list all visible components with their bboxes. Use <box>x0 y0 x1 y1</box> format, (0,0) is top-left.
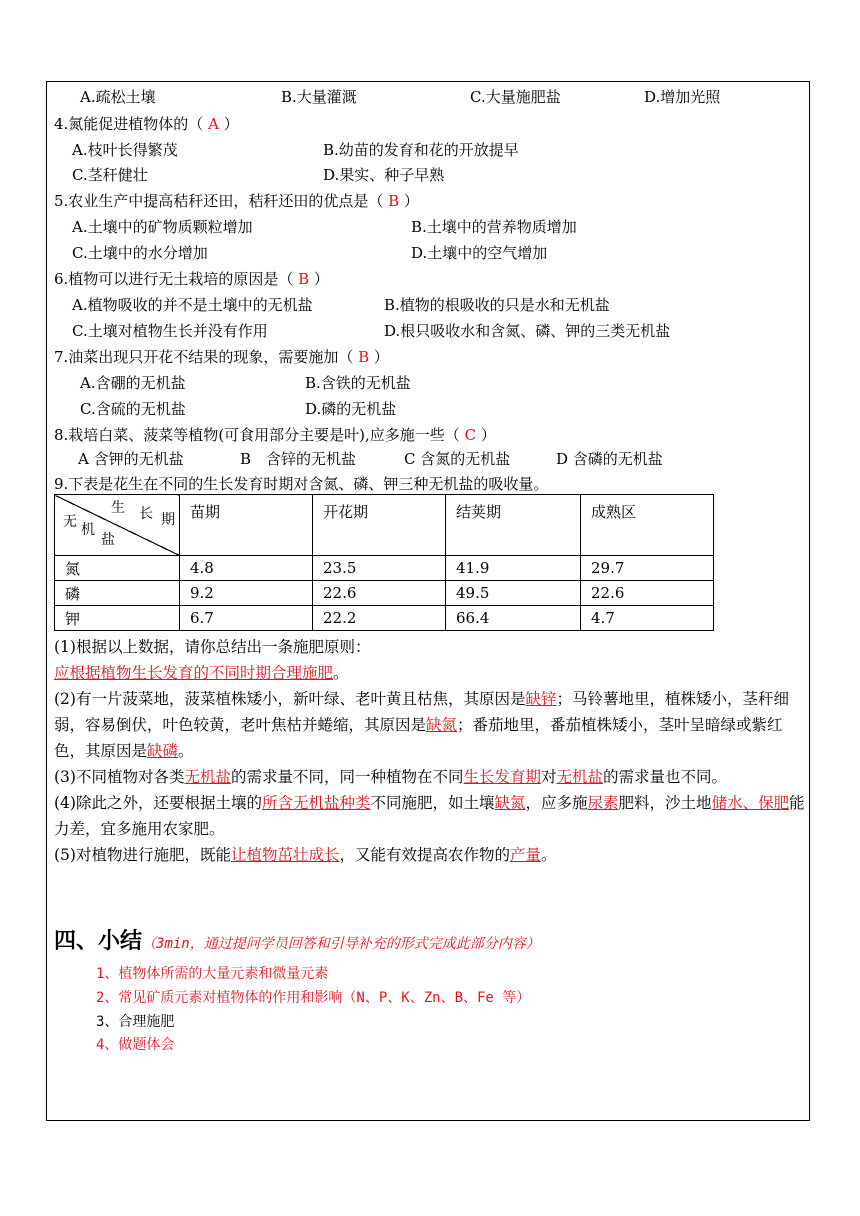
q8-option-b: B 含锌的无机盐 <box>240 450 357 468</box>
paragraph-5: (5)对植物进行施肥，既能让植物茁壮成长，又能有效提高农作物的产量。 <box>54 846 557 864</box>
q5-answer: B <box>383 192 404 210</box>
table-row: 磷 9.2 22.6 49.5 22.6 <box>55 581 714 606</box>
q4-question: 4.氮能促进植物体的（ A ） <box>54 115 239 133</box>
q6-option-a: A.植物吸收的并不是土壤中的无机盐 <box>72 296 313 314</box>
summary-item: 1、植物体所需的大量元素和微量元素 <box>96 966 329 982</box>
summary-note: （3min，通过提问学员回答和引导补充的形式完成此部分内容） <box>142 936 540 952</box>
paragraph-4: (4)除此之外，还要根据土壤的所含无机盐种类不同施肥，如土壤缺氮，应多施尿素肥料，沙土地储水、保肥能力差，宜多施用农家肥。 <box>54 794 805 838</box>
q6-question: 6.植物可以进行无土栽培的原因是（ B ） <box>54 270 329 288</box>
table-row: 氮 4.8 23.5 41.9 29.7 <box>55 556 714 581</box>
summary-heading: 四、小结（3min，通过提问学员回答和引导补充的形式完成此部分内容） <box>54 929 540 954</box>
summary-item: 3、合理施肥 <box>96 1014 175 1030</box>
table-corner-header: 生 长 期 无 机 盐 <box>55 495 180 556</box>
q4-option-a: A.枝叶长得繁茂 <box>72 141 178 159</box>
q4-option-c: C.茎秆健壮 <box>72 166 148 184</box>
q7-option-c: C.含硫的无机盐 <box>80 400 186 418</box>
q4-answer: A <box>203 115 224 133</box>
q8-option-c: C 含氮的无机盐 <box>404 450 511 468</box>
table-header: 苗期 <box>180 495 313 556</box>
q3-option-b: B.大量灌溉 <box>281 88 357 106</box>
absorption-table <box>54 494 714 631</box>
q7-answer: B <box>353 348 374 366</box>
q7-option-b: B.含铁的无机盐 <box>305 374 411 392</box>
table-header: 结荚期 <box>446 495 581 556</box>
q7-option-a: A.含硼的无机盐 <box>80 374 186 392</box>
q6-option-c: C.土壤对植物生长并没有作用 <box>72 322 268 340</box>
q6-answer: B <box>293 270 314 288</box>
row-label: 钾 <box>55 606 180 631</box>
q3-option-d: D.增加光照 <box>644 88 721 106</box>
q8-answer: C <box>459 426 481 444</box>
q5-option-b: B.土壤中的营养物质增加 <box>411 218 577 236</box>
row-label: 氮 <box>55 556 180 581</box>
table-row: 钾 6.7 22.2 66.4 4.7 <box>55 606 714 631</box>
q7-question: 7.油菜出现只开花不结果的现象，需要施加（ B ） <box>54 348 389 366</box>
q3-option-c: C.大量施肥盐 <box>470 88 561 106</box>
p1-answer: 应根据植物生长发育的不同时期合理施肥 <box>54 664 334 682</box>
q4-option-d: D.果实、种子早熟 <box>323 166 445 184</box>
q8-option-d: D 含磷的无机盐 <box>556 450 663 468</box>
q8-option-a: A 含钾的无机盐 <box>78 450 184 468</box>
q3-option-a: A.疏松土壤 <box>80 88 156 106</box>
table-header: 成熟区 <box>581 495 714 556</box>
q5-question: 5.农业生产中提高秸秆还田，秸秆还田的优点是（ B ） <box>54 192 419 210</box>
summary-item: 2、常见矿质元素对植物体的作用和影响（N、P、K、Zn、B、Fe 等） <box>96 990 531 1006</box>
q5-option-a: A.土壤中的矿物质颗粒增加 <box>72 218 253 236</box>
q9-question: 9.下表是花生在不同的生长发育时期对含氮、磷、钾三种无机盐的吸收量。 <box>54 475 549 493</box>
q6-option-b: B.植物的根吸收的只是水和无机盐 <box>384 296 610 314</box>
summary-item: 4、做题体会 <box>96 1037 175 1053</box>
table-header: 开花期 <box>313 495 446 556</box>
row-label: 磷 <box>55 581 180 606</box>
q8-question: 8.栽培白菜、菠菜等植物(可食用部分主要是叶),应多施一些（ C ） <box>54 426 496 444</box>
q4-option-b: B.幼苗的发育和花的开放提早 <box>323 141 519 159</box>
q5-option-d: D.土壤中的空气增加 <box>411 244 548 262</box>
q7-option-d: D.磷的无机盐 <box>305 400 397 418</box>
q5-option-c: C.土壤中的水分增加 <box>72 244 208 262</box>
paragraph-2: (2)有一片菠菜地，菠菜植株矮小，新叶绿、老叶黄且枯焦，其原因是缺锌；马铃薯地里，植株矮小，茎秆细弱，容易倒伏，叶色较黄，老叶焦枯并蜷缩，其原因是缺氮；番茄地里，番茄植株矮小，茎叶呈暗绿或紫红色，其原因是缺磷。 <box>54 690 789 760</box>
paragraph-1: (1)根据以上数据，请你总结出一条施肥原则： 应根据植物生长发育的不同时期合理施肥。 <box>54 638 371 682</box>
paragraph-3: (3)不同植物对各类无机盐的需求量不同，同一种植物在不同生长发育期对无机盐的需求量也不同。 <box>54 768 728 786</box>
q6-option-d: D.根只吸收水和含氮、磷、钾的三类无机盐 <box>384 322 671 340</box>
